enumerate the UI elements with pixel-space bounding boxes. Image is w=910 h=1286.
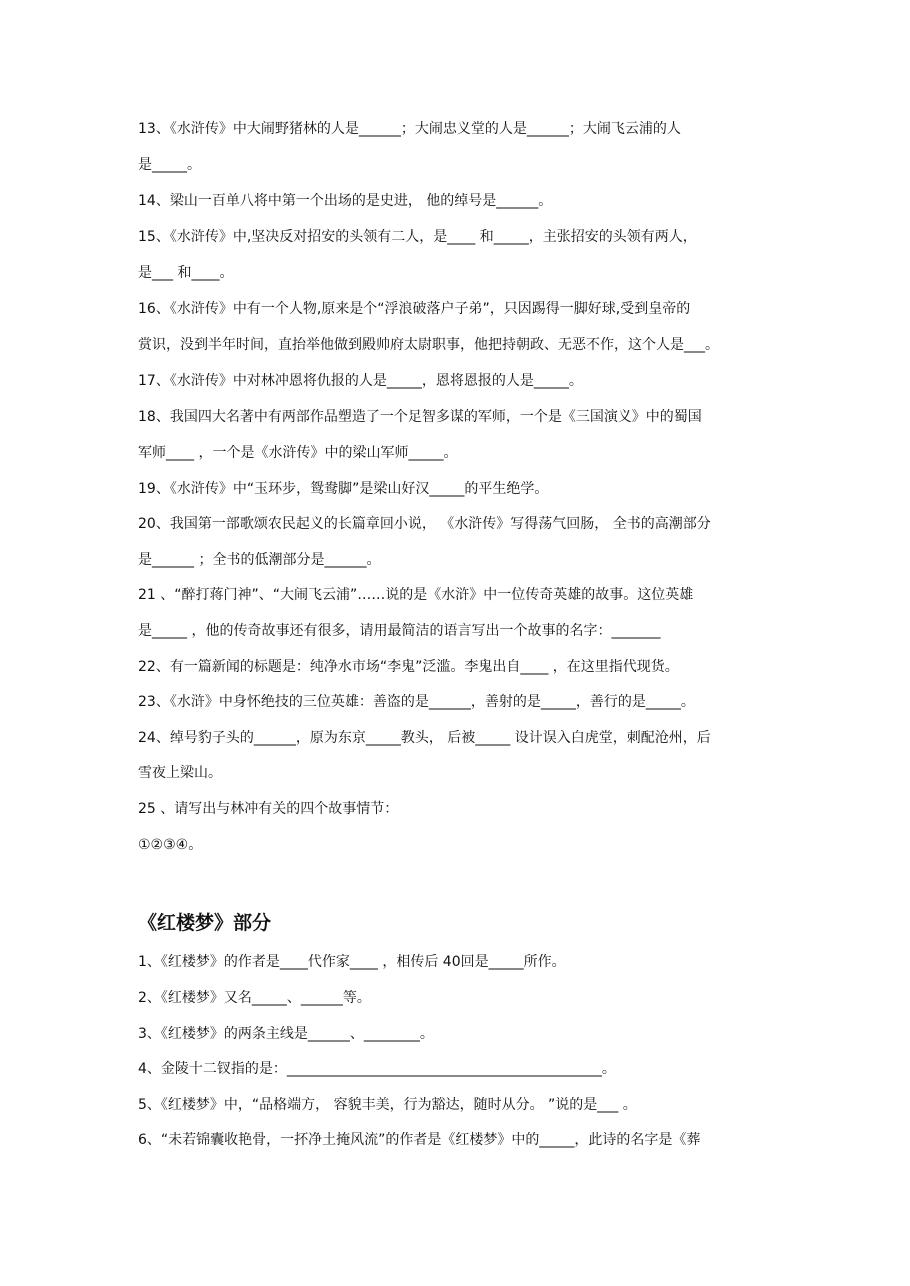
question-line: 16、《水浒传》中有一个人物,原来是个“浮浪破落户子弟”，只因踢得一脚好球,受到皇帝的	[138, 301, 691, 317]
section-heading: 《红楼梦》部分	[138, 912, 272, 934]
question-line: 23、《水浒》中身怀绝技的三位英雄：善盗的是______，善射的是_____，善行的是_____。	[138, 694, 695, 710]
question-line: 5、《红楼梦》中，“品格端方， 容貌丰美，行为豁达，随时从分。 ”说的是___ 。	[138, 1097, 637, 1113]
question-line: 是___ 和____。	[138, 265, 234, 281]
question-line: 19、《水浒传》中“玉环步，鸳鸯脚”是梁山好汉_____的平生绝学。	[138, 481, 549, 497]
question-line: 20、我国第一部歌颂农民起义的长篇章回小说， 《水浒传》写得荡气回肠， 全书的高潮部分	[138, 516, 711, 532]
question-line: 13、《水浒传》中大闹野猪林的人是______；大闹忠义堂的人是______；大闹飞云浦的人	[138, 121, 681, 137]
question-line: 4、金陵十二钗指的是：_____________________________________________。	[138, 1061, 616, 1077]
question-line: 24、绰号豹子头的______，原为东京_____教头， 后被_____ 设计误入白虎堂，刺配沧州，后	[138, 730, 711, 746]
question-line: 17、《水浒传》中对林冲恩将仇报的人是_____，恩将恩报的人是_____。	[138, 373, 583, 389]
question-line: 1、《红楼梦》的作者是____代作家____ ，相传后 40回是_____所作。	[138, 954, 566, 970]
question-line: 军师____ ，一个是《水浒传》中的梁山军师_____。	[138, 445, 458, 461]
question-line: 22、有一篇新闻的标题是：纯净水市场“李鬼”泛滥。李鬼出自____ ，在这里指代现货。	[138, 659, 679, 675]
question-line: 是_____ ，他的传奇故事还有很多，请用最简洁的语言写出一个故事的名字：_______	[138, 623, 661, 639]
question-line: 15、《水浒传》中,坚决反对招安的头领有二人，是____ 和_____，主张招安的头领有两人，	[138, 229, 697, 245]
question-line: 3、《红楼梦》的两条主线是______、________。	[138, 1026, 434, 1042]
question-line: 是_____。	[138, 157, 201, 173]
question-line: 2、《红楼梦》又名_____、______等。	[138, 990, 371, 1006]
question-line: 雪夜上梁山。	[138, 765, 222, 781]
question-line: 25 、请写出与林冲有关的四个故事情节：	[138, 801, 399, 817]
question-line: 21 、“醉打蒋门神”、“大闹飞云浦”……说的是《水浒》中一位传奇英雄的故事。这位英雄	[138, 587, 694, 603]
question-line: 6、“未若锦囊收艳骨，一抔净土掩风流”的作者是《红楼梦》中的_____，此诗的名字是《葬	[138, 1132, 701, 1148]
question-line: 18、我国四大名著中有两部作品塑造了一个足智多谋的军师，一个是《三国演义》中的蜀国	[138, 409, 702, 425]
question-line: 是______ ；全书的低潮部分是______。	[138, 552, 381, 568]
question-line: 14、梁山一百单八将中第一个出场的是史进， 他的绰号是______。	[138, 193, 553, 209]
question-line: ①②③④。	[138, 837, 203, 853]
question-line: 赏识，没到半年时间，直抬举他做到殿帅府太尉职事，他把持朝政、无恶不作，这个人是___。	[138, 337, 719, 353]
